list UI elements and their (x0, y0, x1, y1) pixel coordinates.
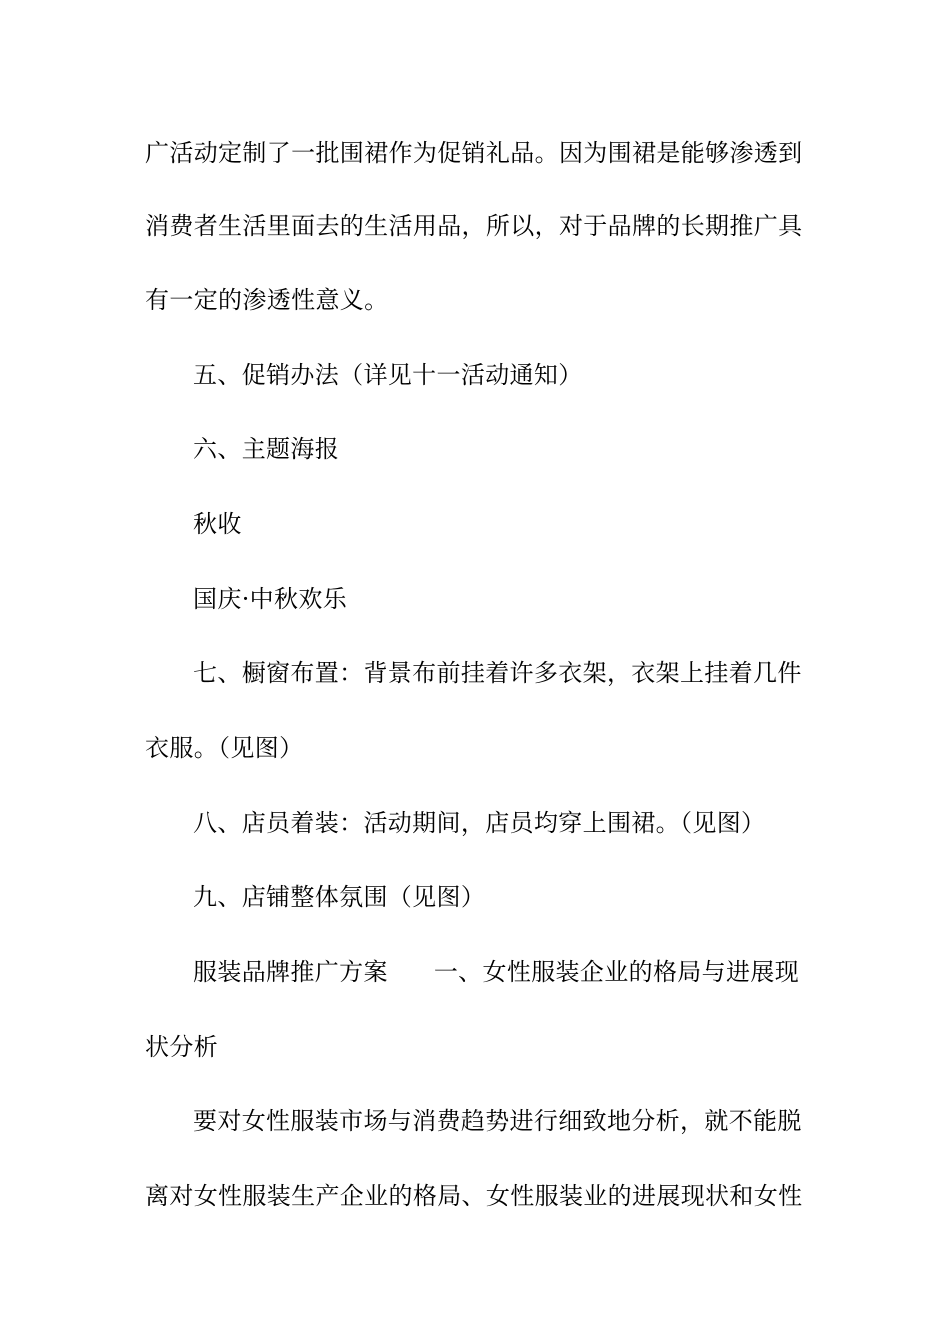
section-heading: 五、促销办法（详见十一活动通知） (193, 361, 583, 389)
paragraph-line: 状分析 (145, 1033, 219, 1061)
document-title: 服装品牌推广方案 (193, 958, 388, 986)
paragraph-line: 消费者生活里面去的生活用品，所以，对于品牌的长期推广具 (145, 212, 803, 240)
paragraph-line: 离对女性服装生产企业的格局、女性服装业的进展现状和女性 (145, 1182, 803, 1210)
paragraph-line (193, 957, 873, 987)
paragraph-line: 秋收 (193, 510, 242, 538)
section-heading: 一、女性服装企业的格局与进展现 (433, 958, 800, 986)
paragraph-line: 有一定的渗透性意义。 (145, 286, 389, 314)
section-heading: 八、店员着装：活动期间，店员均穿上围裙。（见图） (193, 809, 766, 837)
section-heading: 九、店铺整体氛围（见图） (193, 883, 486, 911)
paragraph-line: 要对女性服装市场与消费趋势进行细致地分析，就不能脱 (193, 1107, 802, 1135)
paragraph-line: 广活动定制了一批围裙作为促销礼品。因为围裙是能够渗透到 (145, 139, 803, 167)
paragraph-line: 衣服。（见图） (145, 734, 304, 762)
paragraph-line: 国庆·中秋欢乐 (193, 585, 348, 613)
section-heading: 七、橱窗布置：背景布前挂着许多衣架，衣架上挂着几件 (193, 659, 802, 687)
section-heading: 六、主题海报 (193, 435, 340, 463)
